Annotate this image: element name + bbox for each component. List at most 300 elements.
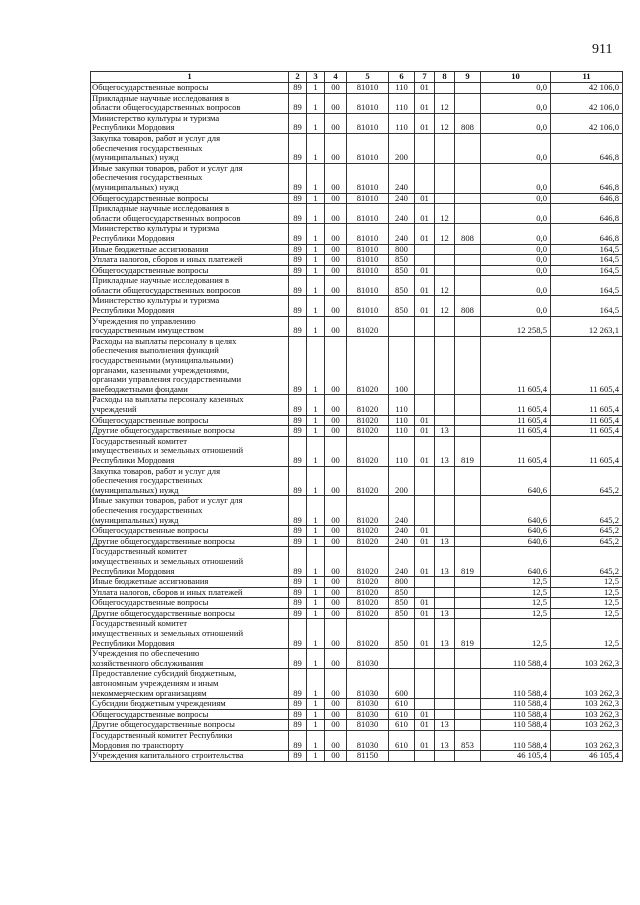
cell-col-10: 110 588,4 bbox=[481, 669, 551, 699]
cell-col-3: 1 bbox=[307, 244, 325, 255]
column-header-7: 7 bbox=[415, 72, 435, 83]
cell-col-8 bbox=[435, 526, 455, 537]
row-label-line: обеспечения государственных bbox=[92, 172, 203, 183]
cell-col-4: 00 bbox=[325, 577, 347, 588]
cell-col-11: 42 106,0 bbox=[551, 113, 623, 133]
table-row bbox=[91, 669, 623, 699]
cell-col-11: 12,5 bbox=[551, 587, 623, 598]
cell-col-9 bbox=[455, 265, 481, 276]
column-header-1: 1 bbox=[91, 72, 289, 83]
cell-col-8 bbox=[435, 496, 455, 526]
cell-col-6: 110 bbox=[389, 93, 415, 113]
cell-col-9: 819 bbox=[455, 619, 481, 649]
cell-col-6: 200 bbox=[389, 133, 415, 163]
cell-col-11: 12,5 bbox=[551, 608, 623, 619]
cell-col-7: 01 bbox=[415, 731, 435, 751]
row-label bbox=[91, 83, 289, 94]
cell-col-9 bbox=[455, 536, 481, 547]
cell-col-2: 89 bbox=[289, 436, 307, 466]
row-label-line: Учреждения капитального строительства bbox=[92, 750, 244, 761]
cell-col-7: 01 bbox=[415, 204, 435, 224]
cell-col-5: 81020 bbox=[347, 608, 389, 619]
cell-col-10: 12,5 bbox=[481, 587, 551, 598]
cell-col-3: 1 bbox=[307, 731, 325, 751]
row-label bbox=[91, 720, 289, 731]
cell-col-3: 1 bbox=[307, 649, 325, 669]
cell-col-7: 01 bbox=[415, 536, 435, 547]
row-label-line: Другие общегосударственные вопросы bbox=[92, 425, 235, 436]
cell-col-8: 13 bbox=[435, 608, 455, 619]
table-header-row bbox=[91, 72, 623, 83]
cell-col-9: 808 bbox=[455, 113, 481, 133]
cell-col-6: 610 bbox=[389, 731, 415, 751]
cell-col-9: 808 bbox=[455, 224, 481, 244]
cell-col-8 bbox=[435, 244, 455, 255]
cell-col-4: 00 bbox=[325, 669, 347, 699]
row-label-line: Республики Мордовия bbox=[92, 637, 175, 648]
row-label bbox=[91, 496, 289, 526]
row-label-line: Другие общегосударственные вопросы bbox=[92, 719, 235, 730]
cell-col-2: 89 bbox=[289, 224, 307, 244]
cell-col-4: 00 bbox=[325, 526, 347, 537]
cell-col-2: 89 bbox=[289, 244, 307, 255]
cell-col-3: 1 bbox=[307, 536, 325, 547]
cell-col-4: 00 bbox=[325, 133, 347, 163]
cell-col-5: 81030 bbox=[347, 731, 389, 751]
cell-col-8 bbox=[435, 699, 455, 710]
cell-col-2: 89 bbox=[289, 720, 307, 731]
cell-col-4: 00 bbox=[325, 751, 347, 762]
cell-col-7 bbox=[415, 133, 435, 163]
row-label bbox=[91, 577, 289, 588]
cell-col-7: 01 bbox=[415, 276, 435, 296]
cell-col-7: 01 bbox=[415, 598, 435, 609]
cell-col-2: 89 bbox=[289, 526, 307, 537]
cell-col-5: 81010 bbox=[347, 296, 389, 316]
cell-col-5: 81020 bbox=[347, 547, 389, 577]
table-row bbox=[91, 699, 623, 710]
cell-col-3: 1 bbox=[307, 751, 325, 762]
cell-col-10: 0,0 bbox=[481, 265, 551, 276]
cell-col-4: 00 bbox=[325, 113, 347, 133]
cell-col-3: 1 bbox=[307, 720, 325, 731]
cell-col-6: 240 bbox=[389, 526, 415, 537]
cell-col-10: 0,0 bbox=[481, 113, 551, 133]
cell-col-5: 81010 bbox=[347, 83, 389, 94]
cell-col-2: 89 bbox=[289, 426, 307, 437]
cell-col-6: 850 bbox=[389, 265, 415, 276]
row-label bbox=[91, 336, 289, 395]
cell-col-6: 110 bbox=[389, 395, 415, 415]
cell-col-2: 89 bbox=[289, 163, 307, 193]
cell-col-11: 164,5 bbox=[551, 276, 623, 296]
cell-col-3: 1 bbox=[307, 526, 325, 537]
table-row bbox=[91, 336, 623, 395]
cell-col-4: 00 bbox=[325, 224, 347, 244]
cell-col-2: 89 bbox=[289, 587, 307, 598]
cell-col-4: 00 bbox=[325, 395, 347, 415]
budget-table bbox=[90, 71, 623, 762]
cell-col-10: 12,5 bbox=[481, 598, 551, 609]
cell-col-2: 89 bbox=[289, 395, 307, 415]
table-row bbox=[91, 93, 623, 113]
cell-col-8: 13 bbox=[435, 436, 455, 466]
cell-col-9 bbox=[455, 709, 481, 720]
cell-col-2: 89 bbox=[289, 265, 307, 276]
cell-col-5: 81030 bbox=[347, 649, 389, 669]
cell-col-3: 1 bbox=[307, 619, 325, 649]
cell-col-3: 1 bbox=[307, 204, 325, 224]
cell-col-9 bbox=[455, 577, 481, 588]
table-row bbox=[91, 608, 623, 619]
cell-col-7: 01 bbox=[415, 415, 435, 426]
cell-col-3: 1 bbox=[307, 496, 325, 526]
cell-col-10: 12,5 bbox=[481, 577, 551, 588]
cell-col-8 bbox=[435, 163, 455, 193]
cell-col-4: 00 bbox=[325, 598, 347, 609]
cell-col-9 bbox=[455, 608, 481, 619]
cell-col-6: 240 bbox=[389, 204, 415, 224]
cell-col-2: 89 bbox=[289, 316, 307, 336]
cell-col-7 bbox=[415, 751, 435, 762]
row-label-line: обеспечения государственных bbox=[92, 475, 203, 486]
table-row bbox=[91, 577, 623, 588]
table-row bbox=[91, 255, 623, 266]
cell-col-6: 610 bbox=[389, 709, 415, 720]
row-label-line: Другие общегосударственные вопросы bbox=[92, 536, 235, 546]
cell-col-2: 89 bbox=[289, 536, 307, 547]
cell-col-11: 646,8 bbox=[551, 163, 623, 193]
cell-col-9 bbox=[455, 751, 481, 762]
cell-col-8: 12 bbox=[435, 276, 455, 296]
cell-col-9: 853 bbox=[455, 731, 481, 751]
cell-col-9 bbox=[455, 496, 481, 526]
cell-col-4: 00 bbox=[325, 699, 347, 710]
cell-col-5: 81020 bbox=[347, 526, 389, 537]
row-label-line: Закупка товаров, работ и услуг для bbox=[92, 466, 221, 476]
table-row bbox=[91, 276, 623, 296]
row-label-line: Министерство культуры и туризма bbox=[92, 113, 220, 123]
cell-col-5: 81020 bbox=[347, 316, 389, 336]
row-label-line: внебюджетными фондами bbox=[92, 383, 188, 394]
cell-col-11: 103 262,3 bbox=[551, 720, 623, 731]
cell-col-9 bbox=[455, 255, 481, 266]
cell-col-4: 00 bbox=[325, 296, 347, 316]
table-row bbox=[91, 496, 623, 526]
cell-col-5: 81010 bbox=[347, 133, 389, 163]
cell-col-5: 81010 bbox=[347, 276, 389, 296]
cell-col-11: 103 262,3 bbox=[551, 669, 623, 699]
row-label bbox=[91, 193, 289, 204]
row-label-line: Иные закупки товаров, работ и услуг для bbox=[92, 495, 243, 506]
cell-col-4: 00 bbox=[325, 649, 347, 669]
row-label-line: области общегосударственных вопросов bbox=[92, 284, 241, 295]
row-label-line: Министерство культуры и туризма bbox=[92, 223, 220, 234]
cell-col-5: 81030 bbox=[347, 709, 389, 720]
table-row bbox=[91, 415, 623, 426]
cell-col-10: 12 258,5 bbox=[481, 316, 551, 336]
row-label-line: Расходы на выплаты персоналу в целях bbox=[92, 336, 237, 346]
cell-col-6: 200 bbox=[389, 466, 415, 496]
table-row bbox=[91, 587, 623, 598]
cell-col-5: 81010 bbox=[347, 204, 389, 224]
cell-col-10: 640,6 bbox=[481, 547, 551, 577]
row-label bbox=[91, 649, 289, 669]
row-label-line: Республики Мордовия bbox=[92, 232, 175, 243]
row-label bbox=[91, 526, 289, 537]
cell-col-3: 1 bbox=[307, 265, 325, 276]
cell-col-3: 1 bbox=[307, 395, 325, 415]
row-label-line: обеспечения государственных bbox=[92, 504, 203, 515]
cell-col-11: 103 262,3 bbox=[551, 649, 623, 669]
cell-col-5: 81010 bbox=[347, 193, 389, 204]
cell-col-10: 640,6 bbox=[481, 466, 551, 496]
cell-col-11: 646,8 bbox=[551, 224, 623, 244]
row-label-line: Расходы на выплаты персоналу казенных bbox=[92, 394, 244, 405]
cell-col-11: 12,5 bbox=[551, 598, 623, 609]
cell-col-7 bbox=[415, 587, 435, 598]
row-label-line: государственными (муниципальными) bbox=[92, 355, 234, 366]
row-label-line: Другие общегосударственные вопросы bbox=[92, 608, 235, 618]
cell-col-10: 0,0 bbox=[481, 93, 551, 113]
row-label bbox=[91, 608, 289, 619]
cell-col-2: 89 bbox=[289, 669, 307, 699]
cell-col-6: 110 bbox=[389, 426, 415, 437]
cell-col-7 bbox=[415, 163, 435, 193]
cell-col-5: 81020 bbox=[347, 536, 389, 547]
cell-col-3: 1 bbox=[307, 436, 325, 466]
cell-col-2: 89 bbox=[289, 577, 307, 588]
cell-col-7 bbox=[415, 669, 435, 699]
cell-col-8 bbox=[435, 265, 455, 276]
row-label-line: области общегосударственных вопросов bbox=[92, 102, 241, 113]
cell-col-6: 600 bbox=[389, 669, 415, 699]
cell-col-6: 800 bbox=[389, 244, 415, 255]
row-label-line: Уплата налогов, сборов и иных платежей bbox=[92, 254, 243, 265]
cell-col-5: 81150 bbox=[347, 751, 389, 762]
cell-col-4: 00 bbox=[325, 265, 347, 276]
cell-col-11: 103 262,3 bbox=[551, 709, 623, 720]
cell-col-3: 1 bbox=[307, 113, 325, 133]
cell-col-10: 46 105,4 bbox=[481, 751, 551, 762]
table-row bbox=[91, 244, 623, 255]
cell-col-10: 110 588,4 bbox=[481, 649, 551, 669]
cell-col-8 bbox=[435, 336, 455, 395]
row-label-line: Учреждения по управлению bbox=[92, 316, 196, 326]
row-label-line: Иные бюджетные ассигнования bbox=[92, 244, 209, 254]
row-label bbox=[91, 276, 289, 296]
cell-col-11: 46 105,4 bbox=[551, 751, 623, 762]
cell-col-2: 89 bbox=[289, 415, 307, 426]
cell-col-2: 89 bbox=[289, 649, 307, 669]
cell-col-4: 00 bbox=[325, 619, 347, 649]
cell-col-6: 240 bbox=[389, 163, 415, 193]
table-row bbox=[91, 133, 623, 163]
cell-col-11: 12 263,1 bbox=[551, 316, 623, 336]
cell-col-9 bbox=[455, 133, 481, 163]
cell-col-9 bbox=[455, 204, 481, 224]
cell-col-3: 1 bbox=[307, 193, 325, 204]
cell-col-5: 81010 bbox=[347, 255, 389, 266]
cell-col-4: 00 bbox=[325, 709, 347, 720]
cell-col-6: 850 bbox=[389, 598, 415, 609]
cell-col-10: 0,0 bbox=[481, 224, 551, 244]
cell-col-4: 00 bbox=[325, 415, 347, 426]
row-label-line: (муниципальных) нужд bbox=[92, 152, 179, 163]
cell-col-10: 110 588,4 bbox=[481, 720, 551, 731]
cell-col-3: 1 bbox=[307, 669, 325, 699]
row-label-line: Республики Мордовия bbox=[92, 565, 175, 576]
cell-col-7: 01 bbox=[415, 193, 435, 204]
page-number: 911 bbox=[592, 42, 613, 57]
table-row bbox=[91, 649, 623, 669]
cell-col-5: 81010 bbox=[347, 93, 389, 113]
row-label bbox=[91, 751, 289, 762]
column-header-11: 11 bbox=[551, 72, 623, 83]
cell-col-7 bbox=[415, 244, 435, 255]
row-label bbox=[91, 316, 289, 336]
cell-col-3: 1 bbox=[307, 587, 325, 598]
cell-col-11: 11 605,4 bbox=[551, 426, 623, 437]
cell-col-11: 645,2 bbox=[551, 466, 623, 496]
cell-col-11: 103 262,3 bbox=[551, 731, 623, 751]
cell-col-2: 89 bbox=[289, 598, 307, 609]
table-row bbox=[91, 83, 623, 94]
cell-col-8: 13 bbox=[435, 720, 455, 731]
cell-col-4: 00 bbox=[325, 466, 347, 496]
column-header-4: 4 bbox=[325, 72, 347, 83]
cell-col-9 bbox=[455, 669, 481, 699]
cell-col-8 bbox=[435, 669, 455, 699]
cell-col-6: 850 bbox=[389, 276, 415, 296]
cell-col-7: 01 bbox=[415, 709, 435, 720]
cell-col-3: 1 bbox=[307, 83, 325, 94]
cell-col-6: 850 bbox=[389, 296, 415, 316]
row-label-line: обеспечения государственных bbox=[92, 142, 203, 153]
cell-col-6: 110 bbox=[389, 113, 415, 133]
cell-col-7 bbox=[415, 577, 435, 588]
cell-col-5: 81020 bbox=[347, 496, 389, 526]
row-label bbox=[91, 93, 289, 113]
cell-col-2: 89 bbox=[289, 296, 307, 316]
cell-col-9 bbox=[455, 526, 481, 537]
cell-col-2: 89 bbox=[289, 751, 307, 762]
cell-col-8 bbox=[435, 83, 455, 94]
cell-col-2: 89 bbox=[289, 731, 307, 751]
cell-col-8 bbox=[435, 751, 455, 762]
cell-col-3: 1 bbox=[307, 163, 325, 193]
cell-col-5: 81010 bbox=[347, 244, 389, 255]
cell-col-11: 646,8 bbox=[551, 193, 623, 204]
cell-col-8 bbox=[435, 466, 455, 496]
cell-col-10: 0,0 bbox=[481, 244, 551, 255]
cell-col-6: 240 bbox=[389, 224, 415, 244]
cell-col-7 bbox=[415, 255, 435, 266]
cell-col-8: 13 bbox=[435, 536, 455, 547]
table-row bbox=[91, 224, 623, 244]
cell-col-6: 240 bbox=[389, 536, 415, 547]
cell-col-4: 00 bbox=[325, 163, 347, 193]
cell-col-3: 1 bbox=[307, 709, 325, 720]
cell-col-11: 12,5 bbox=[551, 577, 623, 588]
cell-col-11: 164,5 bbox=[551, 244, 623, 255]
cell-col-10: 110 588,4 bbox=[481, 699, 551, 710]
row-label-line: Уплата налогов, сборов и иных платежей bbox=[92, 587, 243, 597]
table-row bbox=[91, 619, 623, 649]
row-label-line: (муниципальных) нужд bbox=[92, 514, 179, 525]
cell-col-4: 00 bbox=[325, 536, 347, 547]
cell-col-9 bbox=[455, 598, 481, 609]
row-label-line: Государственный комитет bbox=[92, 546, 188, 557]
row-label bbox=[91, 415, 289, 426]
cell-col-7: 01 bbox=[415, 619, 435, 649]
cell-col-8: 13 bbox=[435, 547, 455, 577]
row-label-line: Иные закупки товаров, работ и услуг для bbox=[92, 163, 243, 173]
row-label-line: имущественных и земельных отношений bbox=[92, 445, 244, 456]
cell-col-3: 1 bbox=[307, 699, 325, 710]
row-label-line: Общегосударственные вопросы bbox=[92, 525, 209, 536]
cell-col-4: 00 bbox=[325, 547, 347, 577]
cell-col-6: 850 bbox=[389, 608, 415, 619]
cell-col-11: 11 605,4 bbox=[551, 415, 623, 426]
cell-col-4: 00 bbox=[325, 244, 347, 255]
cell-col-6: 610 bbox=[389, 699, 415, 710]
cell-col-6: 100 bbox=[389, 336, 415, 395]
cell-col-4: 00 bbox=[325, 336, 347, 395]
row-label bbox=[91, 619, 289, 649]
table-row bbox=[91, 204, 623, 224]
cell-col-2: 89 bbox=[289, 93, 307, 113]
cell-col-7 bbox=[415, 496, 435, 526]
row-label bbox=[91, 395, 289, 415]
row-label bbox=[91, 466, 289, 496]
cell-col-9 bbox=[455, 276, 481, 296]
cell-col-11: 42 106,0 bbox=[551, 83, 623, 94]
cell-col-6 bbox=[389, 649, 415, 669]
cell-col-9 bbox=[455, 193, 481, 204]
cell-col-4: 00 bbox=[325, 720, 347, 731]
cell-col-10: 0,0 bbox=[481, 296, 551, 316]
row-label-line: Учреждения по обеспечению bbox=[92, 648, 200, 659]
row-label-line: Министерство культуры и туризма bbox=[92, 295, 220, 306]
row-label-line: Государственный комитет Республики bbox=[92, 730, 233, 740]
cell-col-5: 81020 bbox=[347, 466, 389, 496]
cell-col-9 bbox=[455, 587, 481, 598]
row-label-line: Республики Мордовия bbox=[92, 122, 175, 133]
cell-col-6: 850 bbox=[389, 255, 415, 266]
row-label-line: (муниципальных) нужд bbox=[92, 484, 179, 495]
cell-col-5: 81030 bbox=[347, 669, 389, 699]
cell-col-3: 1 bbox=[307, 415, 325, 426]
cell-col-2: 89 bbox=[289, 496, 307, 526]
row-label-line: Прикладные научные исследования в bbox=[92, 203, 230, 214]
cell-col-6: 240 bbox=[389, 193, 415, 204]
row-label-line: имущественных и земельных отношений bbox=[92, 628, 244, 639]
table-row bbox=[91, 296, 623, 316]
cell-col-5: 81020 bbox=[347, 619, 389, 649]
table-row bbox=[91, 193, 623, 204]
row-label-line: органами управления государственными bbox=[92, 374, 242, 385]
table-row bbox=[91, 720, 623, 731]
cell-col-8: 12 bbox=[435, 113, 455, 133]
row-label bbox=[91, 255, 289, 266]
row-label-line: хозяйственного обслуживания bbox=[92, 657, 204, 668]
cell-col-7: 01 bbox=[415, 547, 435, 577]
cell-col-5: 81010 bbox=[347, 163, 389, 193]
cell-col-10: 110 588,4 bbox=[481, 731, 551, 751]
column-header-6: 6 bbox=[389, 72, 415, 83]
row-label-line: Общегосударственные вопросы bbox=[92, 709, 209, 719]
